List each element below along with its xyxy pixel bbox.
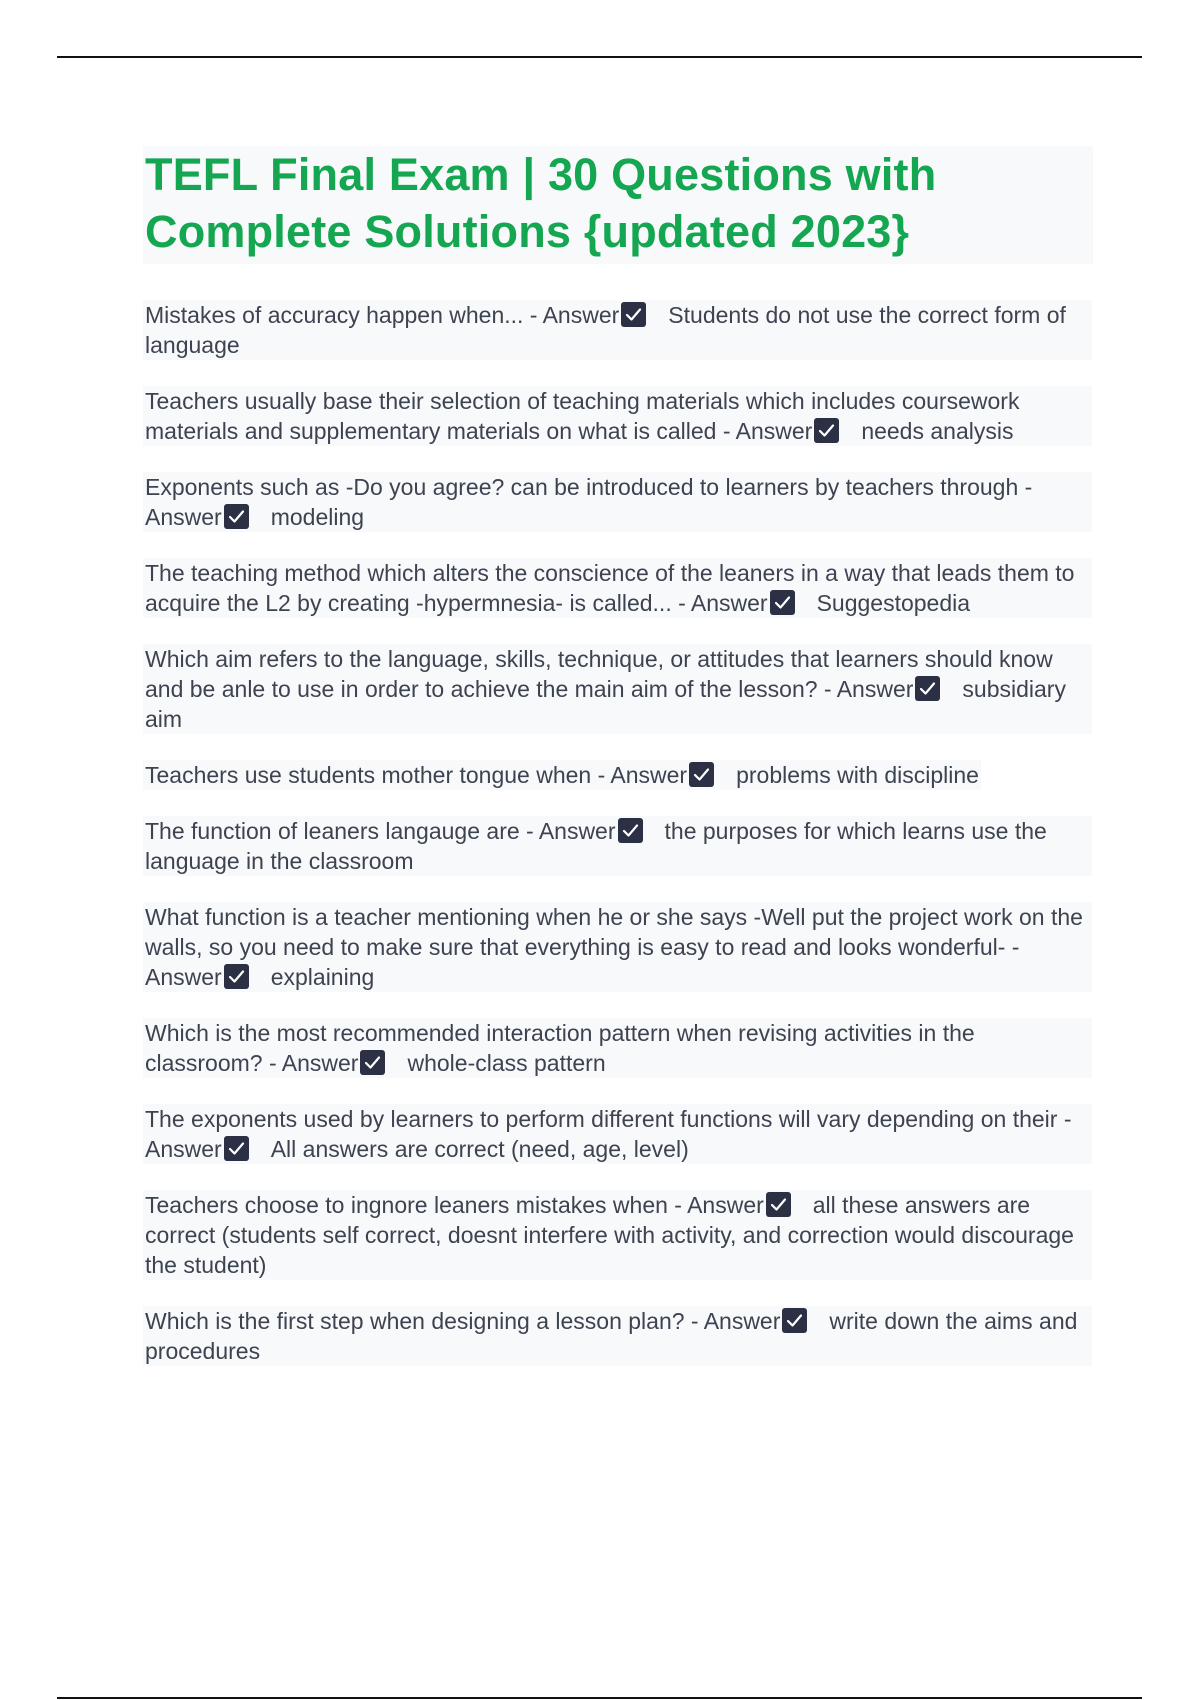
qa-item bbox=[143, 386, 1092, 446]
question-text: Teachers usually base their selection of teaching materials which includes coursework materials and supplementary materials on what is called - Answer bbox=[145, 388, 1020, 444]
qa-item bbox=[143, 1104, 1092, 1164]
qa-item bbox=[143, 760, 981, 790]
qa-list bbox=[143, 300, 1093, 1366]
question-text: Teachers use students mother tongue when - Answer bbox=[145, 762, 688, 788]
document-body bbox=[143, 146, 1093, 1392]
question-text: The exponents used by learners to perform different functions will vary depending on their - Answer bbox=[145, 1106, 1072, 1162]
document-title: TEFL Final Exam | 30 Questions with Complete Solutions {updated 2023} bbox=[145, 149, 937, 257]
checkbox-checked-icon bbox=[360, 1050, 385, 1075]
answer-text: Students do not use the correct form of language bbox=[145, 302, 1066, 358]
checkbox-checked-icon bbox=[766, 1192, 791, 1217]
qa-item bbox=[143, 1018, 1092, 1078]
checkbox-checked-icon bbox=[689, 762, 714, 787]
page-bottom-rule bbox=[57, 1697, 1142, 1699]
answer-text: write down the aims and procedures bbox=[145, 1308, 1078, 1364]
question-text: Which is the first step when designing a lesson plan? - Answer bbox=[145, 1308, 781, 1334]
page-top-rule bbox=[57, 56, 1142, 58]
title-block bbox=[143, 146, 1093, 264]
qa-item bbox=[143, 300, 1092, 360]
checkbox-checked-icon bbox=[224, 504, 249, 529]
answer-text: the purposes for which learns use the language in the classroom bbox=[145, 818, 1047, 874]
qa-item bbox=[143, 816, 1092, 876]
answer-text: explaining bbox=[270, 964, 375, 990]
question-text: The function of leaners langauge are - Answer bbox=[145, 818, 616, 844]
checkbox-checked-icon bbox=[782, 1308, 807, 1333]
answer-text: Suggestopedia bbox=[816, 590, 971, 616]
checkbox-checked-icon bbox=[770, 590, 795, 615]
answer-text: whole-class pattern bbox=[407, 1050, 606, 1076]
qa-item bbox=[143, 644, 1092, 734]
answer-text: needs analysis bbox=[861, 418, 1014, 444]
question-text: Which aim refers to the language, skills, technique, or attitudes that learners should know and be anle to use in order to achieve the main aim of the lesson? - Answer bbox=[145, 646, 1053, 702]
checkbox-checked-icon bbox=[618, 818, 643, 843]
question-text: Exponents such as -Do you agree? can be introduced to learners by teachers through - Answer bbox=[145, 474, 1033, 530]
question-text: Teachers choose to ingnore leaners mistakes when - Answer bbox=[145, 1192, 764, 1218]
qa-item bbox=[143, 1306, 1092, 1366]
answer-text: problems with discipline bbox=[736, 762, 979, 788]
question-text: Which is the most recommended interaction pattern when revising activities in the classroom? - Answer bbox=[145, 1020, 975, 1076]
answer-text: all these answers are correct (students self correct, doesnt interfere with activity, and correction would discourage the student) bbox=[145, 1192, 1074, 1278]
checkbox-checked-icon bbox=[224, 964, 249, 989]
checkbox-checked-icon bbox=[224, 1136, 249, 1161]
qa-item bbox=[143, 902, 1092, 992]
answer-text: All answers are correct (need, age, level) bbox=[270, 1136, 689, 1162]
checkbox-checked-icon bbox=[915, 676, 940, 701]
qa-item bbox=[143, 472, 1092, 532]
question-text: What function is a teacher mentioning when he or she says -Well put the project work on the walls, so you need to make sure that everything is easy to read and looks wonderful- - Answer bbox=[145, 904, 1083, 990]
answer-text: modeling bbox=[270, 504, 365, 530]
checkbox-checked-icon bbox=[814, 418, 839, 443]
question-text: The teaching method which alters the conscience of the leaners in a way that leads them to acquire the L2 by creating -hypermnesia- is called... - Answer bbox=[145, 560, 1075, 616]
answer-text: subsidiary aim bbox=[145, 676, 1066, 732]
question-text: Mistakes of accuracy happen when... - Answer bbox=[145, 302, 620, 328]
qa-item bbox=[143, 1190, 1092, 1280]
qa-item bbox=[143, 558, 1092, 618]
checkbox-checked-icon bbox=[621, 302, 646, 327]
